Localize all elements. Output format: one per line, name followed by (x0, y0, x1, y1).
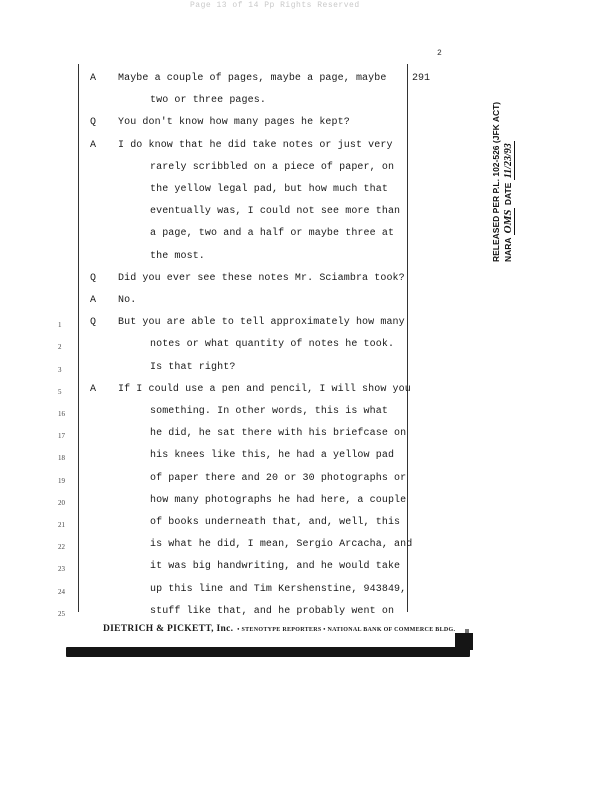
speaker-label: A (90, 295, 97, 306)
transcript-text: the most. (150, 250, 205, 262)
page-number: 291 (412, 73, 431, 84)
transcript-text: rarely scribbled on a piece of paper, on (150, 161, 395, 173)
transcript-text: his knees like this, he had a yellow pad (150, 450, 395, 462)
transcript-text: up this line and Tim Kershenstine, 943849, (150, 583, 407, 595)
transcript-line (0, 315, 470, 337)
speaker-label: A (90, 73, 97, 84)
transcript-line (0, 471, 470, 493)
line-number: 25 (58, 609, 65, 618)
line-number: 24 (58, 587, 65, 596)
stamp-date-label: DATE (503, 182, 513, 206)
transcript-line (0, 582, 470, 604)
line-number: 20 (58, 498, 65, 507)
stamp-date: 11/23/93 (503, 143, 514, 179)
speaker-label: Q (90, 117, 97, 129)
reporter-footer (103, 618, 455, 636)
transcript-line (0, 382, 470, 404)
transcript-line (0, 249, 470, 271)
transcript-line (0, 360, 470, 382)
stamp-nara-label: NARA (503, 237, 513, 262)
transcript-line (0, 537, 470, 559)
transcript-text: a page, two and a half or maybe three at (150, 228, 395, 240)
transcript-text: eventually was, I could not see more than (150, 206, 401, 218)
transcript-text: I do know that he did take notes or just very (118, 139, 393, 151)
transcript-line (0, 93, 470, 115)
speaker-label: Q (90, 317, 97, 329)
line-number: 1 (58, 321, 62, 330)
transcript-line (0, 426, 470, 448)
line-number: 22 (58, 543, 65, 552)
line-number: 5 (58, 387, 62, 396)
transcript-line (0, 271, 470, 293)
speaker-label: A (90, 383, 97, 395)
line-number: 3 (58, 365, 62, 374)
speaker-label: A (90, 139, 97, 151)
line-number: 2 (58, 343, 62, 352)
line-number: 19 (58, 476, 65, 485)
transcript-text: two or three pages. (150, 95, 266, 107)
transcript-line (0, 71, 470, 93)
transcript-line (0, 160, 470, 182)
transcript-text: something. In other words, this is what (150, 406, 388, 417)
header-faint-text: Page 13 of 14 Pp Rights Reserved (190, 1, 360, 10)
stamp-nara-line (502, 102, 515, 262)
transcript-text: the yellow legal pad, but how much that (150, 184, 388, 195)
footer-company: DIETRICH & PICKETT, Inc. (103, 624, 234, 634)
transcript-text: No. (118, 295, 137, 306)
stamp-release-line: RELEASED PER P.L. 102-526 (JFK ACT) (491, 101, 501, 262)
scan-edge-bar (66, 647, 470, 657)
transcript-text: stuff like that, and he probably went on (150, 605, 395, 617)
line-number: 21 (58, 521, 65, 529)
transcript-line (0, 138, 470, 160)
footer-info: • STENOTYPE REPORTERS • NATIONAL BANK OF COMMERCE BLDG. (237, 627, 456, 633)
transcript-text: is what he did, I mean, Sergio Arcacha, and (150, 539, 413, 551)
transcript-line (0, 204, 470, 226)
transcript-text: Did you ever see these notes Mr. Sciambra took? (118, 272, 405, 284)
transcript-text: notes or what quantity of notes he took. (150, 339, 395, 351)
transcript-line (0, 515, 470, 537)
declassification-stamp (490, 102, 515, 262)
transcript-text: of paper there and 20 or 30 photographs or (150, 472, 407, 484)
transcript-line (0, 115, 470, 137)
stamp-initials: OMS (502, 209, 514, 234)
transcript-line (0, 226, 470, 248)
line-number: 17 (58, 432, 65, 441)
transcript-text: he did, he sat there with his briefcase on (150, 428, 407, 440)
speaker-label: Q (90, 272, 97, 284)
transcript-text: of books underneath that, and, well, this (150, 517, 401, 528)
line-number: 18 (58, 454, 65, 463)
transcript-text: If I could use a pen and pencil, I will show you (118, 383, 411, 395)
transcript-line (0, 337, 470, 359)
transcript-line (0, 493, 470, 515)
corner-mark: 2 (437, 49, 442, 58)
transcript-text: But you are able to tell approximately how many (118, 317, 405, 329)
line-number: 23 (58, 565, 65, 574)
transcript-text: You don't know how many pages he kept? (118, 117, 350, 129)
line-number: 16 (58, 410, 65, 418)
transcript-text: it was big handwriting, and he would take (150, 561, 401, 573)
transcript-line (0, 404, 470, 426)
transcript-text: how many photographs he had here, a couple (150, 494, 407, 506)
transcript-line (0, 182, 470, 204)
transcript-line (0, 559, 470, 581)
transcript-text: Is that right? (150, 361, 236, 373)
transcript-line (0, 293, 470, 315)
transcript-line (0, 448, 470, 470)
transcript-text: Maybe a couple of pages, maybe a page, maybe (118, 73, 387, 84)
